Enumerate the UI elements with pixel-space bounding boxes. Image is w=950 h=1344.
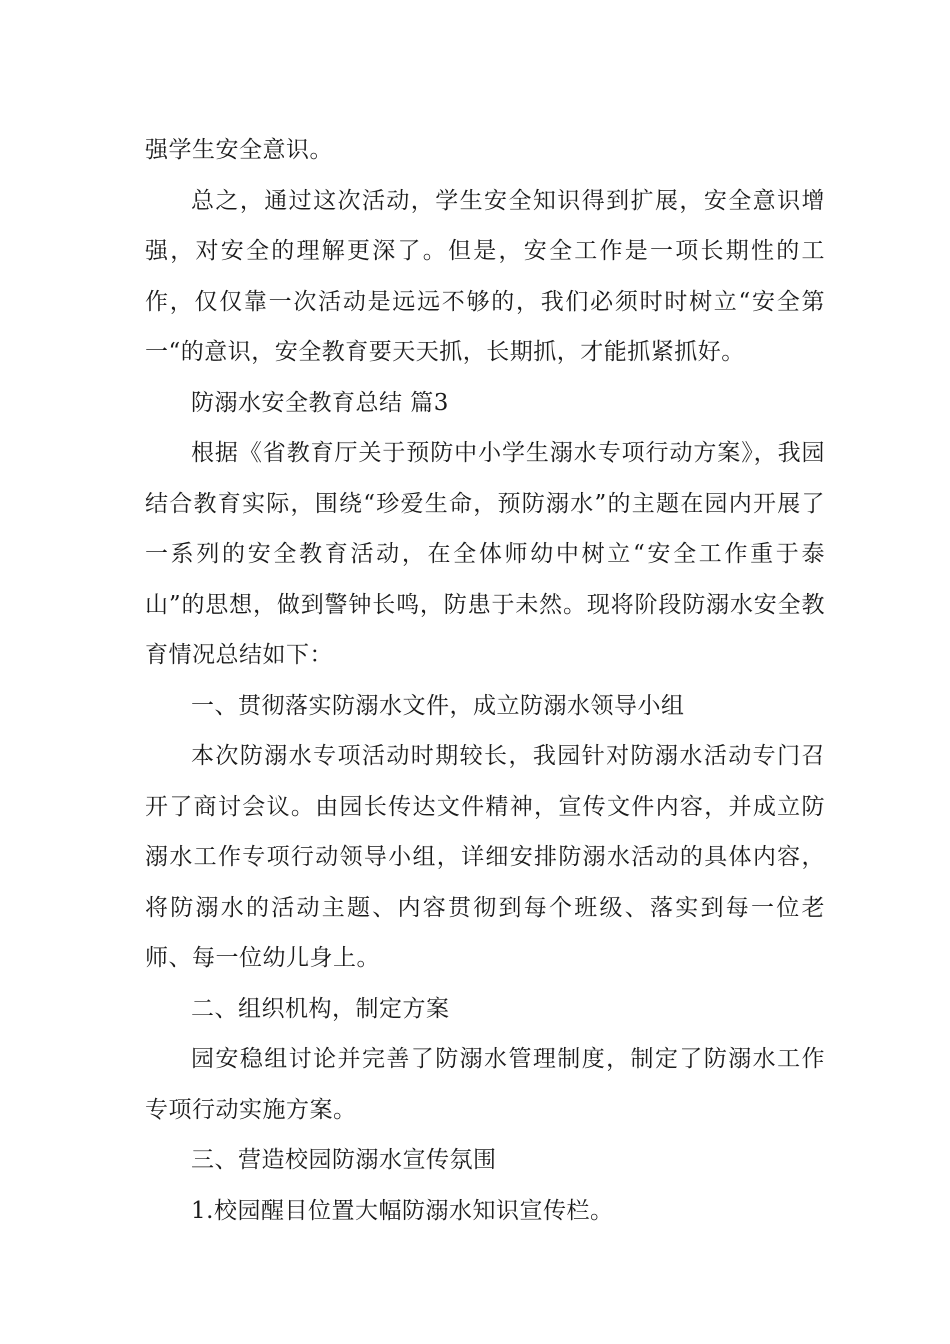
paragraph-conclusion: 总之，通过这次活动，学生安全知识得到扩展，安全意识增强，对安全的理解更深了。但是，安全工作是一项长期性的工作，仅仅靠一次活动是远远不够的，我们必须时时树立“安全第一“的意识，安全教育要天天抓，长期抓，才能抓紧抓好。 bbox=[145, 187, 825, 365]
paragraph-continuation: 强学生安全意识。 bbox=[145, 137, 333, 163]
section-heading-part3: 防溺水安全教育总结 篇3 bbox=[191, 389, 449, 416]
document-body bbox=[145, 125, 825, 1236]
list-item-3-1: 1.校园醒目位置大幅防溺水知识宣传栏。 bbox=[191, 1197, 614, 1224]
heading-item-3: 三、营造校园防溺水宣传氛围 bbox=[191, 1147, 497, 1173]
heading-item-2: 二、组织机构，制定方案 bbox=[191, 995, 450, 1022]
paragraph-item-2: 园安稳组讨论并完善了防溺水管理制度，制定了防溺水工作专项行动实施方案。 bbox=[145, 1046, 825, 1123]
heading-item-1: 一、贯彻落实防溺水文件，成立防溺水领导小组 bbox=[191, 692, 685, 719]
paragraph-item-1: 本次防溺水专项活动时期较长，我园针对防溺水活动专门召开了商讨会议。由园长传达文件精神，宣传文件内容，并成立防溺水工作专项行动领导小组，详细安排防溺水活动的具体内容，将防溺水的活动主题、内容贯彻到每个班级、落实到每一位老师、每一位幼儿身上。 bbox=[145, 743, 825, 971]
paragraph-intro: 根据《省教育厅关于预防中小学生溺水专项行动方案》，我园结合教育实际，围绕“珍爱生命，预防溺水”的主题在园内开展了一系列的安全教育活动，在全体师幼中树立“安全工作重于泰山”的思想，做到警钟长鸣，防患于未然。现将阶段防溺水安全教育情况总结如下： bbox=[145, 440, 825, 668]
